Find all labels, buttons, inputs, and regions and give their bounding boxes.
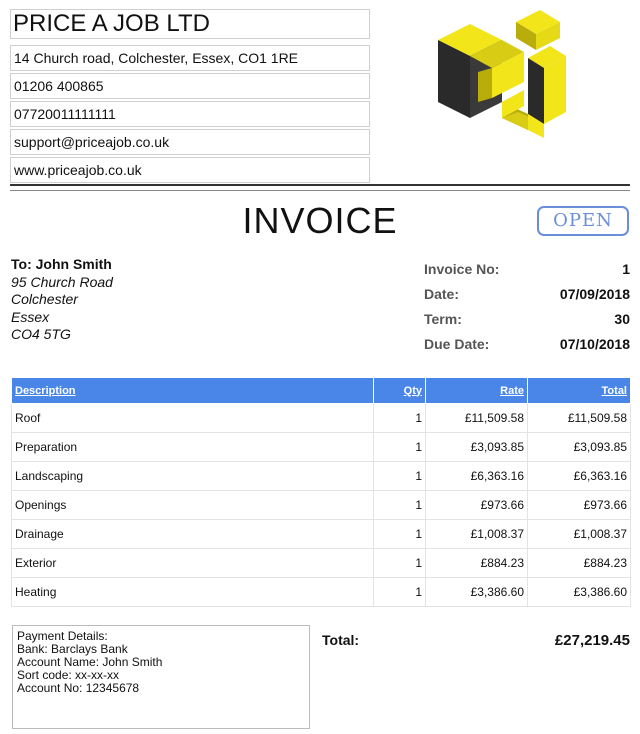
row-rate: £3,386.60 [426,578,528,607]
payment-details-box [12,625,310,729]
table-header-row [12,378,631,404]
customer-address-line: Essex [11,308,50,325]
row-qty: 1 [374,549,426,578]
invoice-term-value: 30 [614,311,630,327]
company-email: support@priceajob.co.uk [10,129,370,155]
row-description: Heating [12,578,374,607]
row-rate: £11,509.58 [426,404,528,433]
header-divider [10,184,630,186]
row-description: Drainage [12,520,374,549]
customer-address-line: 95 Church Road [11,273,113,290]
row-rate: £884.23 [426,549,528,578]
line-items-table [11,377,631,607]
company-address: 14 Church road, Colchester, Essex, CO1 1RE [10,45,370,71]
row-rate: £3,093.85 [426,433,528,462]
row-total: £3,093.85 [528,433,631,462]
row-rate: £6,363.16 [426,462,528,491]
row-total: £1,008.37 [528,520,631,549]
invoice-number-label: Invoice No: [424,261,500,277]
invoice-due-date-value: 07/10/2018 [559,336,630,352]
invoice-due-date-label: Due Date: [424,336,490,352]
column-header-qty[interactable]: Qty [374,378,426,404]
payment-account-number: Account No: 12345678 [17,681,140,695]
payment-bank: Bank: Barclays Bank [17,642,128,656]
company-logo-icon [432,6,566,138]
table-row [12,491,631,520]
row-qty: 1 [374,433,426,462]
invoice-title: INVOICE [242,200,398,241]
payment-details-heading: Payment Details: [17,629,108,643]
table-row [12,404,631,433]
table-row [12,549,631,578]
row-qty: 1 [374,578,426,607]
invoice-number-value: 1 [622,261,630,277]
customer-block [11,256,113,344]
payment-sort-code: Sort code: xx-xx-xx [17,668,120,682]
table-row [12,433,631,462]
row-total: £11,509.58 [528,404,631,433]
invoice-date-label: Date: [424,286,460,302]
row-description: Openings [12,491,374,520]
row-description: Landscaping [12,462,374,491]
company-phone: 01206 400865 [10,73,370,99]
customer-address-line: CO4 5TG [11,326,71,342]
company-name: PRICE A JOB LTD [10,9,370,39]
customer-address-line: Colchester [11,291,78,307]
row-rate: £973.66 [426,491,528,520]
customer-name-line [11,256,113,274]
total-value: £27,219.45 [554,632,630,649]
customer-name: John Smith [35,256,112,272]
table-row [12,578,631,607]
column-header-total[interactable]: Total [528,378,631,404]
row-total: £3,386.60 [528,578,631,607]
row-qty: 1 [374,491,426,520]
invoice-term-label: Term: [424,311,462,327]
invoice-due-date-row [424,332,630,357]
row-total: £6,363.16 [528,462,631,491]
company-website: www.priceajob.co.uk [10,157,370,183]
table-row [12,462,631,491]
invoice-date-value: 07/09/2018 [559,286,630,302]
invoice-meta [424,257,630,357]
row-description: Exterior [12,549,374,578]
company-mobile: 07720011111111 [10,101,370,127]
status-badge: OPEN [537,206,629,236]
row-qty: 1 [374,462,426,491]
row-total: £973.66 [528,491,631,520]
row-description: Preparation [12,433,374,462]
payment-account-name: Account Name: John Smith [17,655,163,669]
row-total: £884.23 [528,549,631,578]
row-qty: 1 [374,404,426,433]
invoice-term-row [424,307,630,332]
invoice-date-row [424,282,630,307]
to-label: To: [11,256,32,272]
column-header-rate[interactable]: Rate [426,378,528,404]
row-rate: £1,008.37 [426,520,528,549]
invoice-number-row [424,257,630,282]
total-label: Total: [322,632,360,648]
header-divider-thin [10,190,630,191]
table-row [12,520,631,549]
row-qty: 1 [374,520,426,549]
row-description: Roof [12,404,374,433]
column-header-description[interactable]: Description [12,378,374,404]
